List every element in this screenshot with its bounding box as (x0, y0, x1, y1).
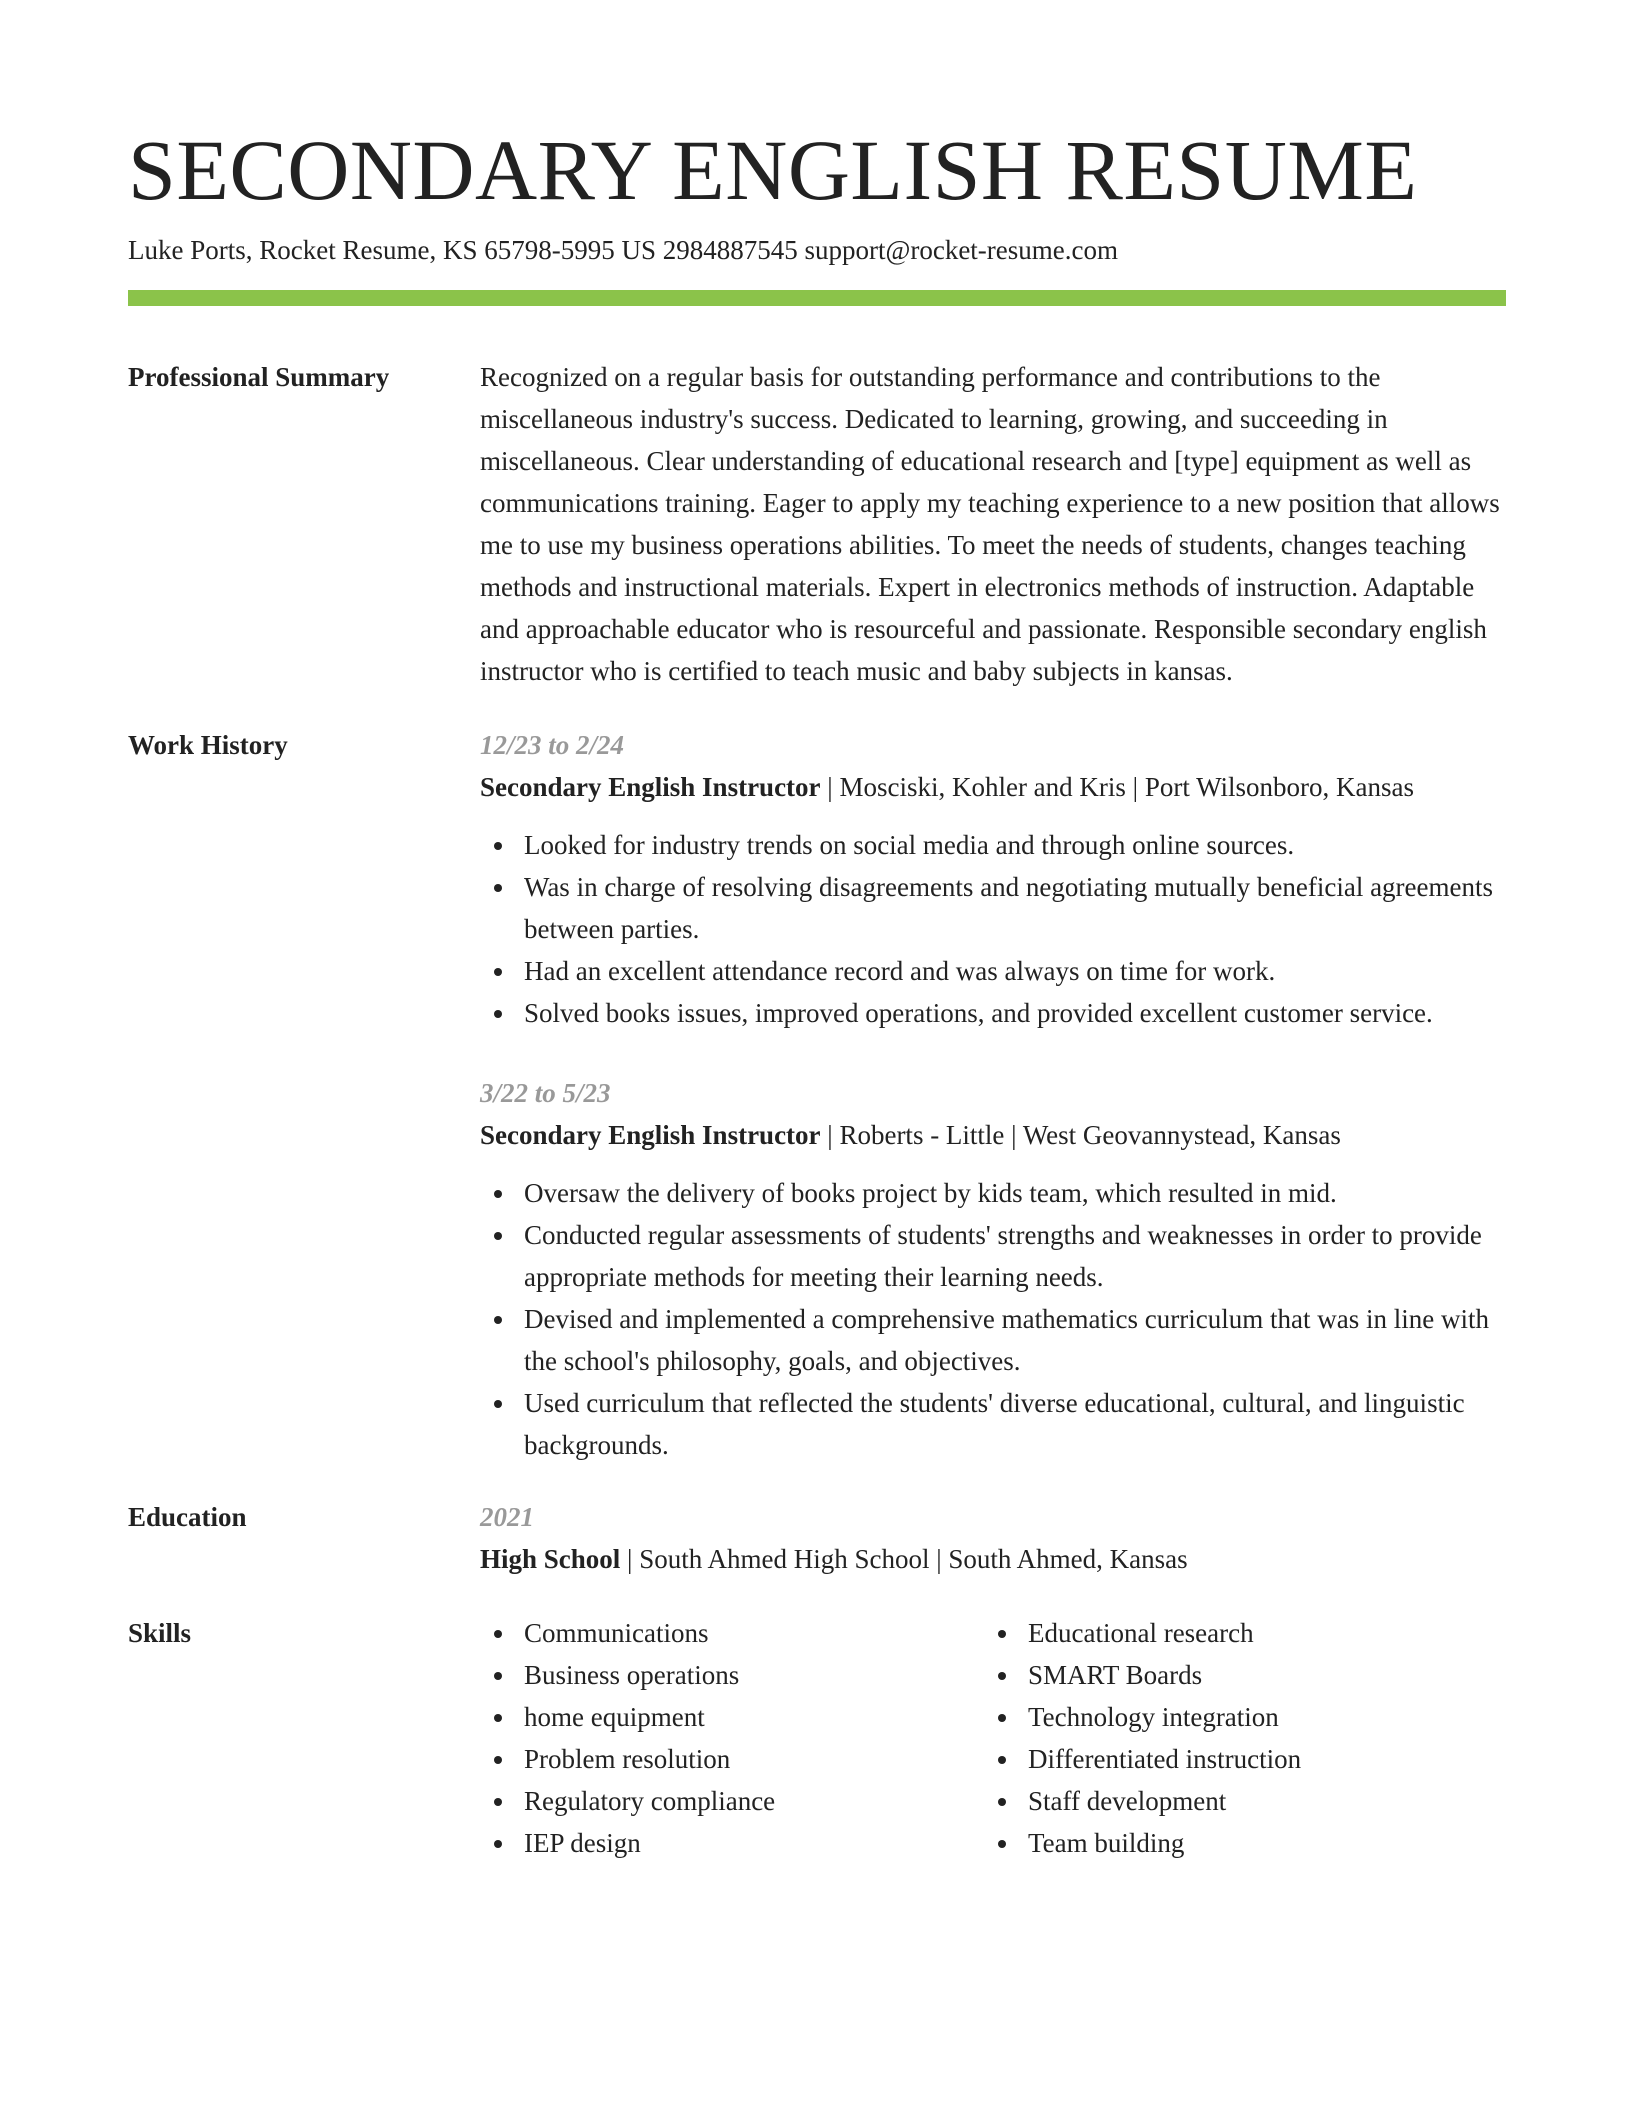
job-dates: 3/22 to 5/23 (480, 1078, 611, 1108)
section-label-skills: Skills (128, 1618, 192, 1648)
summary-text: Recognized on a regular basis for outstanding performance and contributions to the miscellaneous industry's success. Dedicated to learning, growing, and succeeding in miscellaneous. Clear understanding of educational research and [type] equipment as well as communications training. Eager to apply my teaching experience to a new position that allows me to use my business operations abilities. To meet the needs of students, changes teaching methods and instructional materials. Expert in electronics methods of instruction. Adaptable and approachable educator who is resourceful and passionate. Responsible secondary english instructor who is certified to teach music and baby subjects in kansas. (480, 362, 1500, 686)
education-degree: High School (480, 1544, 621, 1574)
work-history-section (128, 724, 1506, 1466)
job-bullet: Used curriculum that reflected the students' diverse educational, cultural, and linguistic backgrounds. (480, 1382, 1506, 1466)
job-bullet: Was in charge of resolving disagreements and negotiating mutually beneficial agreements between parties. (480, 866, 1506, 950)
job-employer-location: | Roberts - Little | West Geovannystead, Kansas (820, 1120, 1341, 1150)
job-bullet: Looked for industry trends on social media and through online sources. (480, 824, 1506, 866)
job-role-line (480, 1114, 1506, 1156)
skill-item: Problem resolution (480, 1738, 984, 1780)
education-year: 2021 (480, 1502, 534, 1532)
skills-body (480, 1612, 1506, 1864)
education-line (480, 1538, 1506, 1580)
job-entry (480, 724, 1506, 1034)
job-bullet: Had an excellent attendance record and was always on time for work. (480, 950, 1506, 992)
job-employer-location: | Mosciski, Kohler and Kris | Port Wilsonboro, Kansas (820, 772, 1414, 802)
section-label-work-history: Work History (128, 730, 288, 760)
skills-list-left (480, 1612, 984, 1864)
skill-item: Educational research (984, 1612, 1488, 1654)
skill-item: home equipment (480, 1696, 984, 1738)
resume-title: SECONDARY ENGLISH RESUME (128, 122, 1418, 218)
education-school-location: | South Ahmed High School | South Ahmed, Kansas (620, 1544, 1188, 1574)
resume-page (128, 0, 1506, 1864)
job-title: Secondary English Instructor (480, 1120, 821, 1150)
skill-item: Technology integration (984, 1696, 1488, 1738)
job-role-line (480, 766, 1506, 808)
job-title: Secondary English Instructor (480, 772, 821, 802)
job-dates: 12/23 to 2/24 (480, 730, 625, 760)
skill-item: IEP design (480, 1822, 984, 1864)
professional-summary-section (128, 356, 1506, 692)
work-history-body (480, 724, 1506, 1466)
job-bullet: Oversaw the delivery of books project by kids team, which resulted in mid. (480, 1172, 1506, 1214)
section-label-professional-summary: Professional Summary (128, 362, 390, 392)
accent-divider (128, 290, 1506, 306)
skills-section (128, 1612, 1506, 1864)
education-section (128, 1496, 1506, 1580)
skill-item: Differentiated instruction (984, 1738, 1488, 1780)
skill-item: SMART Boards (984, 1654, 1488, 1696)
skill-item: Business operations (480, 1654, 984, 1696)
contact-line: Luke Ports, Rocket Resume, KS 65798-5995 US 2984887545 support@rocket-resume.com (128, 235, 1118, 265)
job-bullet-list (480, 1172, 1506, 1466)
job-bullet: Devised and implemented a comprehensive mathematics curriculum that was in line with the school's philosophy, goals, and objectives. (480, 1298, 1506, 1382)
job-bullet-list (480, 824, 1506, 1034)
skill-item: Staff development (984, 1780, 1488, 1822)
job-entry (480, 1072, 1506, 1466)
job-bullet: Conducted regular assessments of students' strengths and weaknesses in order to provide appropriate methods for meeting their learning needs. (480, 1214, 1506, 1298)
job-bullet: Solved books issues, improved operations, and provided excellent customer service. (480, 992, 1506, 1034)
skills-list-right (984, 1612, 1488, 1864)
skill-item: Regulatory compliance (480, 1780, 984, 1822)
section-label-education: Education (128, 1502, 247, 1532)
skill-item: Team building (984, 1822, 1488, 1864)
education-body (480, 1496, 1506, 1580)
skill-item: Communications (480, 1612, 984, 1654)
